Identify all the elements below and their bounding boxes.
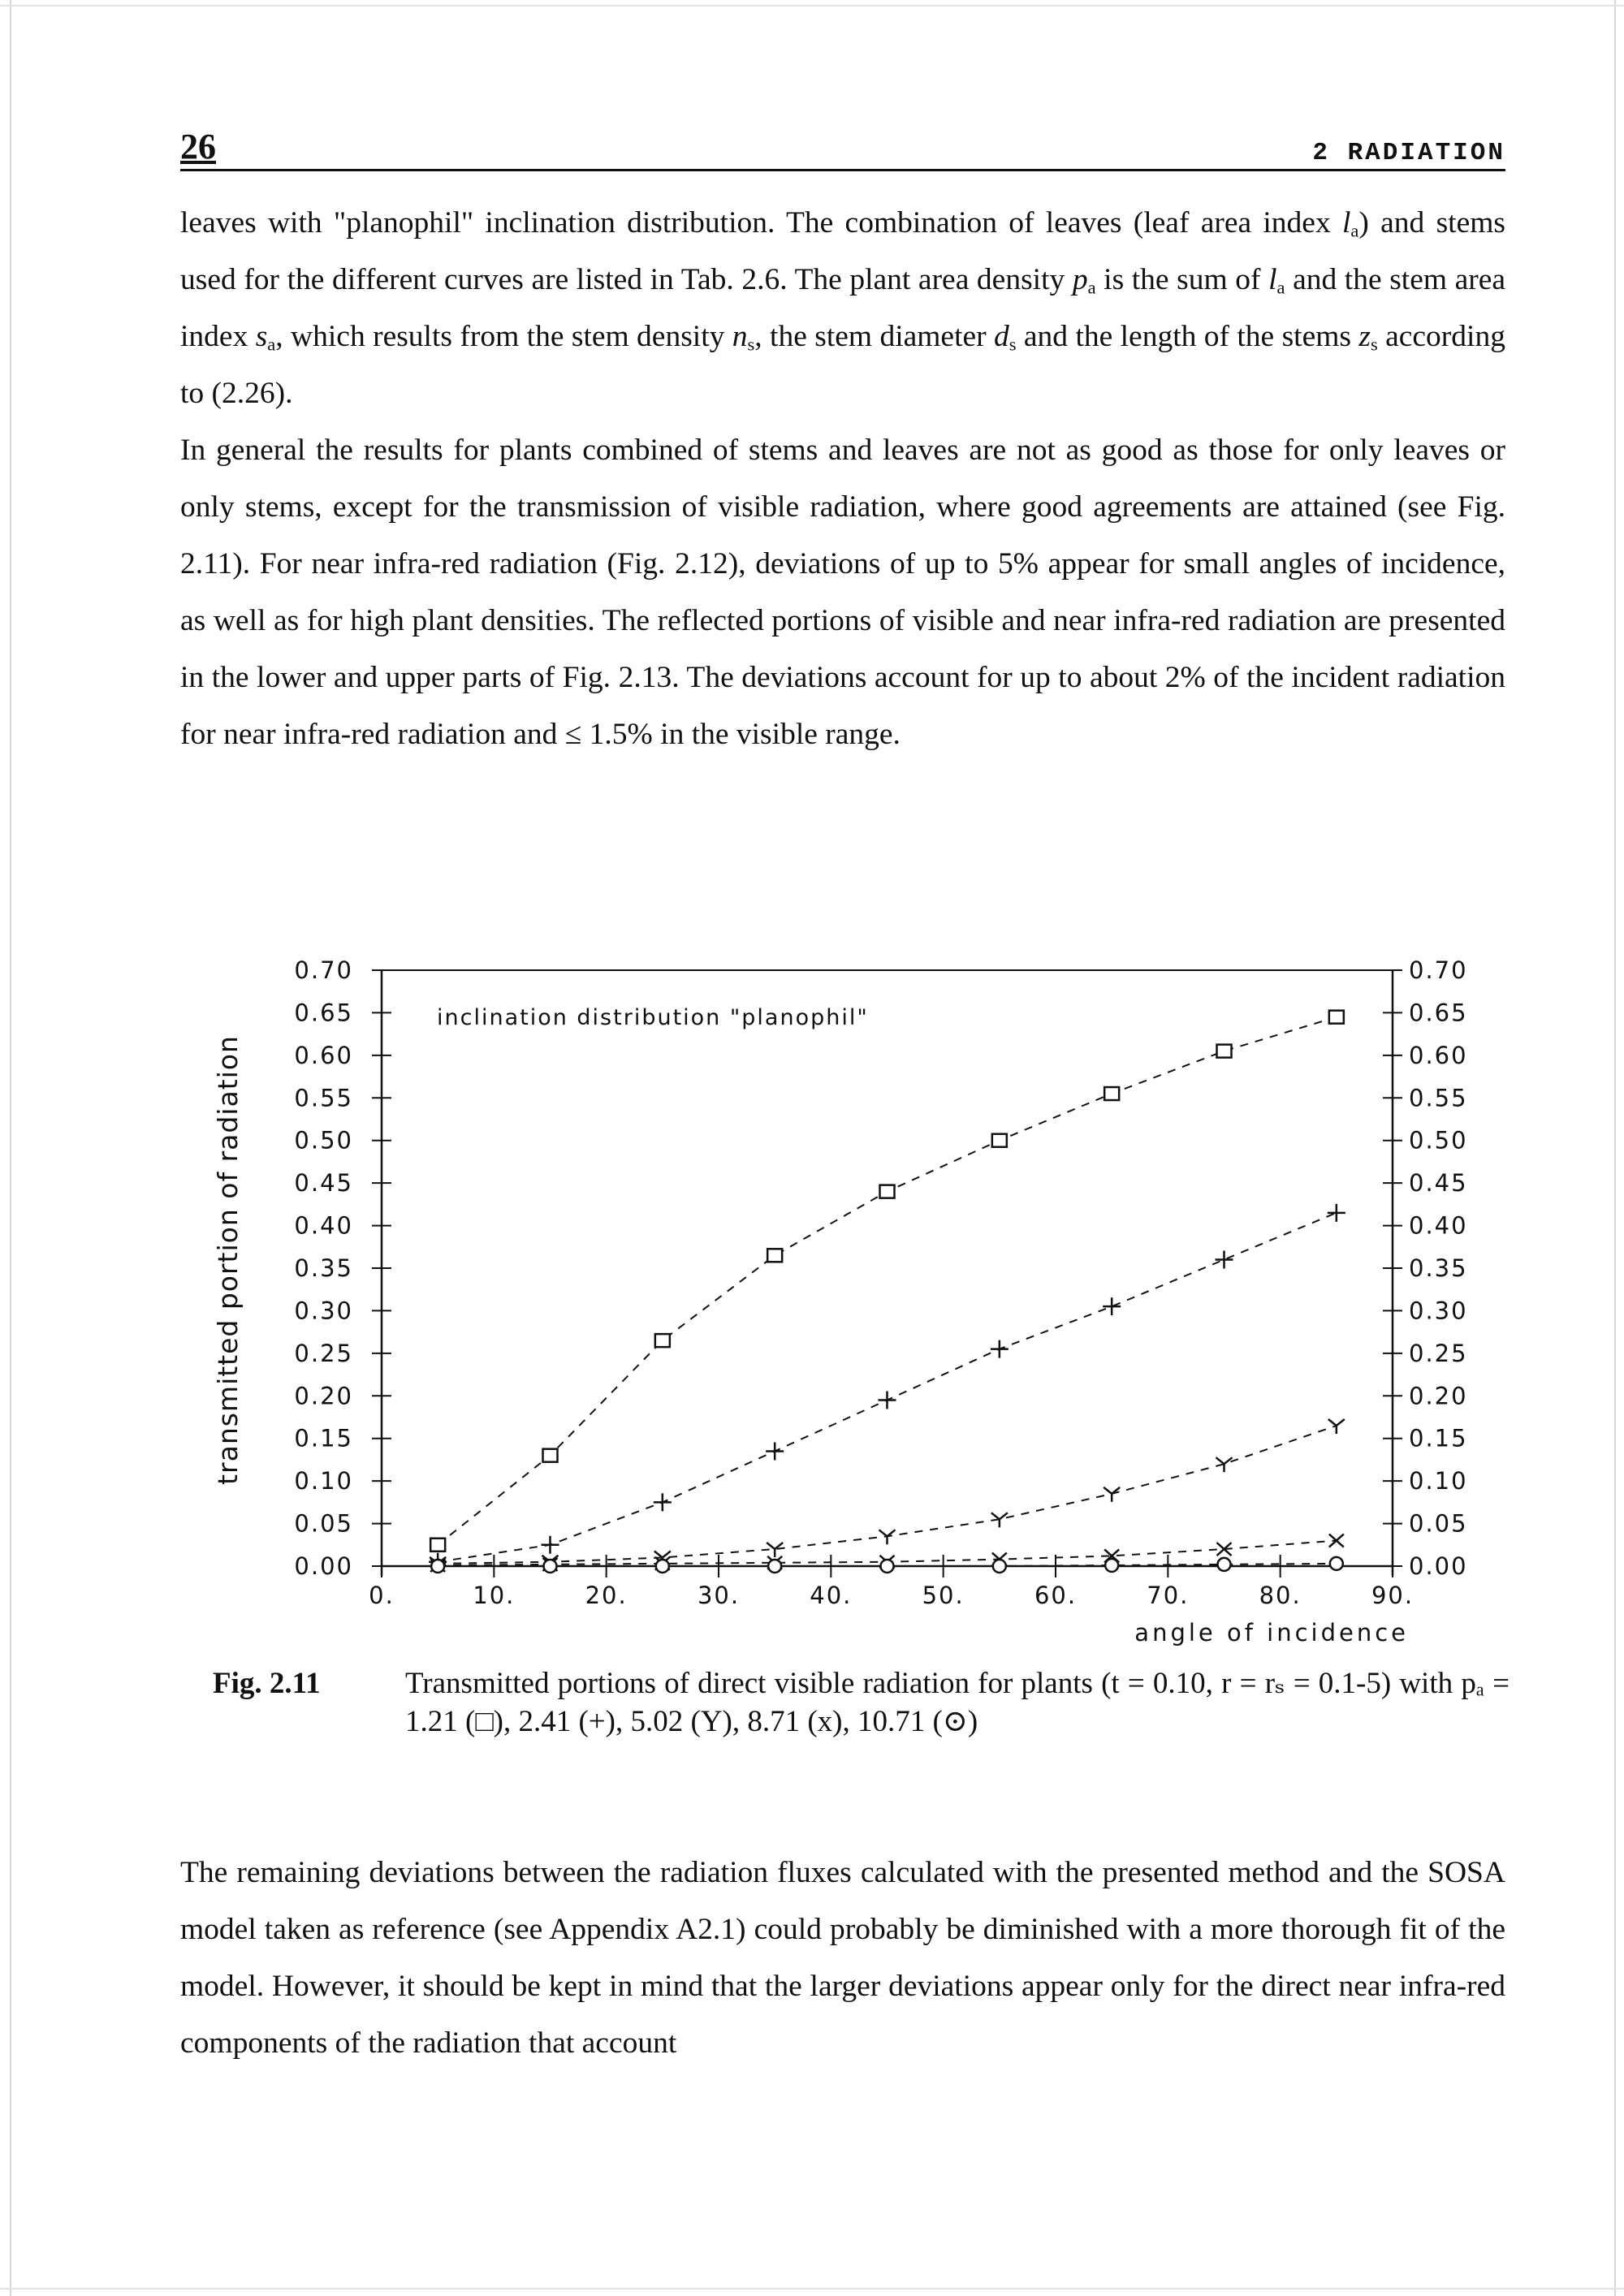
page-number: 26: [180, 127, 216, 166]
y-tick-label-right: 0.25: [1409, 1339, 1468, 1367]
series-1-point-4: [879, 1392, 896, 1409]
x-tick-label: 0.: [369, 1582, 395, 1609]
y-tick-label-right: 0.50: [1409, 1126, 1468, 1154]
y-tick-label-right: 0.60: [1409, 1041, 1468, 1069]
y-tick-label-right: 0.15: [1409, 1424, 1468, 1452]
x-tick-label: 30.: [697, 1582, 741, 1609]
plot-annotation: inclination distribution "planophil": [437, 1005, 869, 1030]
series-0-point-8: [1329, 1011, 1344, 1024]
y-tick-label-right: 0.55: [1409, 1084, 1468, 1112]
paragraph-2: In general the results for plants combined of stems and leaves are not as good as those for only leaves or only stems, except for the transmission of visible radiation, where good agreements are attained (see Fig. 2.11). For near infra-red radiation (Fig. 2.12), deviations of up to 5% appear for small angles of incidence, as well as for high plant densities. The reflected portions of visible and near infra-red radiation are presented in the lower and upper parts of Fig. 2.13. The deviations account for up to about 2% of the incident radiation for near infra-red radiation and ≤ 1.5% in the visible range.: [180, 434, 1505, 751]
running-head: 2 RADIATION: [1312, 139, 1505, 167]
y-tick-label-left: 0.55: [294, 1084, 353, 1112]
series-0-point-6: [1104, 1087, 1119, 1100]
series-0-point-2: [655, 1334, 670, 1347]
y-tick-label-left: 0.35: [294, 1254, 353, 1282]
series-0-point-4: [880, 1185, 895, 1198]
caption-text: Transmitted portions of direct visible radiation for plants (t = 0.10, r = rₛ = 0.1-5) with pₐ = 1.21 (□), 2.41 (+), 5.02 (Y), 8.71 (x), 10.71 (⊙): [405, 1667, 1510, 1738]
series-4-point-8: [1330, 1557, 1343, 1570]
y-tick-label-left: 0.30: [294, 1297, 353, 1325]
series-4-point-3: [768, 1560, 781, 1573]
y-tick-label-left: 0.05: [294, 1509, 353, 1538]
series-1-point-6: [1103, 1297, 1121, 1315]
caption-label: Fig. 2.11: [213, 1667, 321, 1700]
series-2-point-8: [1328, 1419, 1345, 1434]
y-tick-label-left: 0.50: [294, 1126, 353, 1154]
x-tick-label: 10.: [473, 1582, 516, 1609]
series-0-point-3: [767, 1249, 782, 1262]
series-1-point-3: [766, 1442, 784, 1460]
series-4-point-6: [1105, 1559, 1118, 1572]
series-4-point-4: [881, 1560, 894, 1573]
y-tick-label-right: 0.05: [1409, 1509, 1468, 1538]
paragraph-1: leaves with "planophil" inclination distribution. The combination of leaves (leaf area index $l_a$) and stems used for the different curves are listed in Tab. 2.6. The plant area density $p_a$ is the sum of $l_a$ and the stem area index $s_a$, which results from the stem density $n_s$, the stem diameter $d_s$ and the length of the stems $z_s$ according to (2.26).: [180, 206, 1506, 410]
series-2-point-4: [879, 1530, 896, 1544]
x-tick-label: 60.: [1034, 1582, 1078, 1609]
series-3-point-8: [1329, 1534, 1344, 1547]
y-tick-label-right: 0.20: [1409, 1382, 1468, 1410]
y-tick-label-right: 0.70: [1409, 956, 1468, 984]
series-4-point-7: [1218, 1558, 1231, 1571]
x-tick-label: 20.: [585, 1582, 628, 1609]
paragraph-3: The remaining deviations between the radiation fluxes calculated with the presented method and the SOSA model taken as reference (see Appendix A2.1) could probably be diminished with a more thorough fit of the model. However, it should be kept in mind that the larger deviations appear only for the direct near infra-red components of the radiation that account: [180, 1856, 1505, 2060]
series-4-point-1: [544, 1560, 557, 1573]
series-1-point-2: [654, 1493, 672, 1511]
y-tick-label-left: 0.25: [294, 1339, 353, 1367]
y-tick-label-right: 0.65: [1409, 999, 1468, 1027]
series-1-point-5: [991, 1340, 1009, 1358]
series-2-point-6: [1104, 1487, 1120, 1502]
y-tick-label-left: 0.20: [294, 1382, 353, 1410]
series-1-point-7: [1216, 1251, 1233, 1269]
series-4-point-5: [993, 1560, 1006, 1573]
y-tick-label-left: 0.65: [294, 999, 353, 1027]
y-tick-label-right: 0.00: [1409, 1552, 1468, 1580]
series-line-1: [438, 1213, 1337, 1562]
series-4-point-0: [431, 1560, 444, 1573]
y-tick-label-left: 0.10: [294, 1467, 353, 1495]
series-1-point-1: [542, 1536, 559, 1554]
y-tick-label-left: 0.70: [294, 956, 353, 984]
y-tick-label-right: 0.40: [1409, 1211, 1468, 1240]
y-tick-label-left: 0.00: [294, 1552, 353, 1580]
series-0-point-7: [1217, 1045, 1232, 1058]
y-tick-label-left: 0.45: [294, 1169, 353, 1198]
y-tick-label-right: 0.45: [1409, 1169, 1468, 1198]
y-tick-label-right: 0.30: [1409, 1297, 1468, 1325]
y-tick-label-right: 0.35: [1409, 1254, 1468, 1282]
y-tick-label-right: 0.10: [1409, 1467, 1468, 1495]
x-tick-label: 80.: [1259, 1582, 1302, 1609]
x-tick-label: 50.: [922, 1582, 965, 1609]
series-1-point-8: [1328, 1204, 1345, 1222]
x-tick-label: 90.: [1371, 1582, 1415, 1609]
x-tick-label: 40.: [810, 1582, 853, 1609]
series-0-point-0: [430, 1539, 445, 1552]
y-tick-label-left: 0.40: [294, 1211, 353, 1240]
y-tick-label-left: 0.60: [294, 1041, 353, 1069]
series-4-point-2: [656, 1560, 669, 1573]
x-axis-title: angle of incidence: [1134, 1619, 1409, 1646]
x-tick-label: 70.: [1147, 1582, 1190, 1609]
y-tick-label-left: 0.15: [294, 1424, 353, 1452]
y-axis-title: transmitted portion of radiation: [212, 1035, 244, 1485]
series-line-0: [438, 1017, 1337, 1545]
series-0-point-5: [992, 1134, 1007, 1147]
series-0-point-1: [543, 1449, 558, 1462]
